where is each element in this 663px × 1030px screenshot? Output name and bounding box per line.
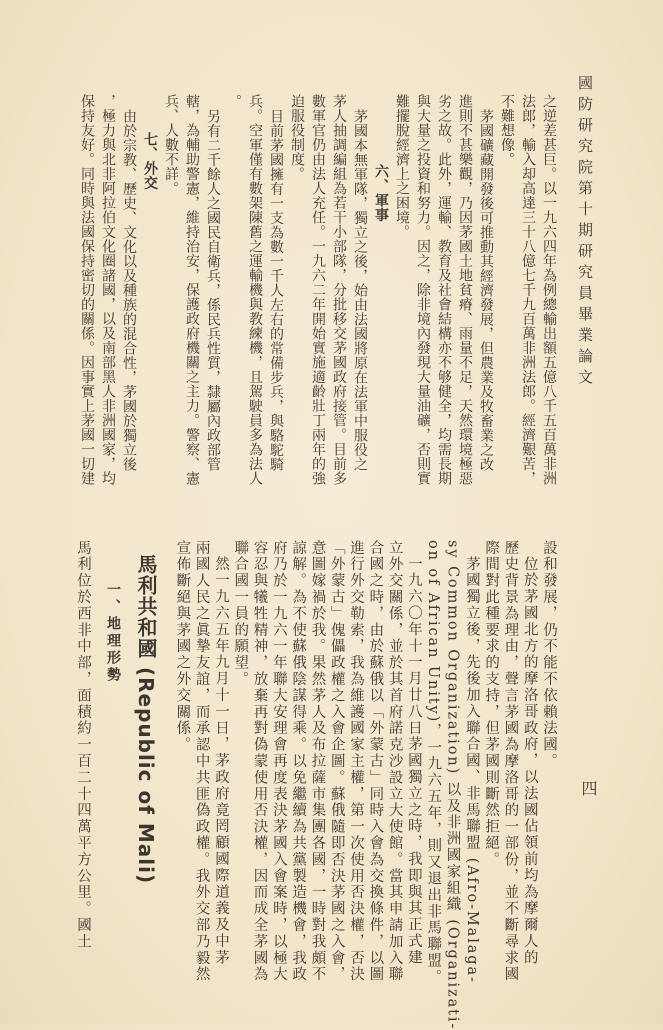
section-title-zh: 馬利共和國	[134, 554, 158, 659]
text-column: sy Common Organization) 以及非洲國家組織 (Organizati-	[444, 540, 461, 1030]
text-column: 數軍官仍由法人充任。一九六二年開始實施適齡壯丁兩年的強	[310, 94, 326, 486]
text-column: 法郎，輸入却高達三十八億七千九百萬非洲法郎。經濟艱苦，	[520, 94, 536, 486]
text-column: 轄，為輔助警憲，維持治安，保護政府機關之主力。警察、憲	[184, 94, 200, 486]
text-column: 迫服役制度。	[289, 94, 305, 181]
running-header: 國防研究院第十期研究員畢業論文	[576, 75, 594, 390]
section-title-en: (Republic of Mali)	[134, 666, 158, 885]
text-column: 設和發展，仍不能不依賴法國。	[541, 540, 557, 770]
subheading-geography: 一、地理形勢	[105, 582, 121, 684]
text-column: 保持友好。同時與法國保持密切的關係。因事實上茅國一切建	[79, 94, 95, 486]
text-column: 進則不甚樂觀，乃因茅國土地貧瘠、雨量不足，天然環境極惡	[457, 94, 473, 486]
section-title-mali	[129, 540, 163, 1000]
page-number: 四	[579, 780, 598, 796]
text-column: 位於茅國北方的摩洛哥政府，以法國佔領前均為摩爾人的	[521, 555, 538, 966]
section-heading: 七、外交	[142, 132, 158, 190]
text-column: 難擺脫經濟上之困境。	[394, 94, 410, 239]
text-column: 兩國人民之眞摯友誼，而承認中共匪偽政權。我外交部乃毅然	[193, 540, 210, 983]
text-column: 劣之故。此外，運輸、教育及社會結構亦不够健全，均需長期	[436, 94, 452, 486]
section-heading: 六、軍事	[373, 164, 389, 222]
text-column: 府乃於一九六一年聯大安理會再度表決茅國入會案時，以極大	[270, 540, 287, 983]
text-column: 宣佈斷絕與茅國之外交關係。	[174, 540, 191, 754]
text-column: 一九六〇年十一月廿八日茅國獨立之時，我即與其正式建	[405, 555, 422, 966]
mali-section	[69, 540, 163, 1000]
text-column: 「外蒙古」傀儡政權之入會企圖。蘇俄隨即否決茅國之入會，	[328, 540, 345, 983]
text-column: 進行外交勒索，我為維護國家主權，第一次使用否決權，否決	[348, 540, 365, 983]
text-column: 由於宗教、歷史、文化以及種族的混合性，茅國於獨立後	[121, 109, 137, 472]
text-column: 意圖嫁禍於我。果然茅人及布拉薩市集團各國，一時對我頗不	[309, 540, 326, 983]
text-column: 茅國礦藏開發後可推動其經濟發展，但農業及牧畜業之改	[478, 109, 494, 472]
paragraph-column: 馬利位於西非中部，面積約一百二十四萬平方公里。國土	[75, 540, 91, 950]
text-column: 另有二千餘人之國民自衛兵，係民兵性質，隸屬內政部管	[205, 109, 221, 472]
text-column: 不難想像。	[499, 94, 515, 167]
text-column: ，極力與北非阿拉伯文化圈諸國，以及南部黑人非洲國家，均	[100, 94, 116, 486]
text-column: 際間對此種要求的支持，但茅國則斷然拒絕。	[483, 540, 500, 868]
text-column: 立外交關係，並於其首府諾克沙設立大使館。當其申請加入聯	[386, 540, 403, 983]
text-column: 容忍與犧牲精神，放棄再對偽蒙使用否決權，因而成全茅國為	[251, 540, 268, 983]
text-block-top	[76, 94, 559, 514]
text-column: 目前茅國擁有一支為數一千人左右的常備步兵，與駱駝騎	[268, 109, 284, 472]
text-column: 兵。空軍僅有數架陳舊之運輸機與教練機，且駕駛員多為法人	[247, 94, 263, 486]
text-column: 兵、人數不詳。	[163, 94, 179, 196]
text-column: 聯合國一員的願望。	[232, 540, 249, 688]
text-column: 茅人抽調編組為若干小部隊，分批移交茅國政府接管。目前多	[331, 94, 347, 486]
text-column: 之逆差甚巨。以一九六四年為例總輸出額五億八千五百萬非洲	[541, 94, 557, 486]
text-column: 歷史背景為理由，聲言茅國為摩洛哥的一部份，並不斷尋求國	[502, 540, 519, 983]
text-column: 合國之時，由於蘇俄以「外蒙古」同時入會為交換條件，以圖	[367, 540, 384, 983]
text-column: 茅國本無軍隊，獨立之後，始由法國將原在法軍中服役之	[352, 109, 368, 472]
text-column: 。	[226, 94, 242, 109]
text-block-bottom	[172, 540, 558, 1030]
text-column: on of African Unity)，一九六五年，則又退出非馬聯盟。	[425, 540, 442, 986]
text-column: 茅國獨立後，先後加入聯合國、非馬聯盟 (Afro-Malaga-	[463, 555, 480, 984]
text-column: 諒解。為不使蘇俄陰謀得乘。以免繼續為共黨製造機會，我政	[290, 540, 307, 983]
text-column: 與大量之投資和努力。因之，除非境內發現大量油礦，否則實	[415, 94, 431, 486]
text-column: 然一九六五年九月十一日，茅政府竟罔顧國際道義及中茅	[212, 555, 229, 966]
